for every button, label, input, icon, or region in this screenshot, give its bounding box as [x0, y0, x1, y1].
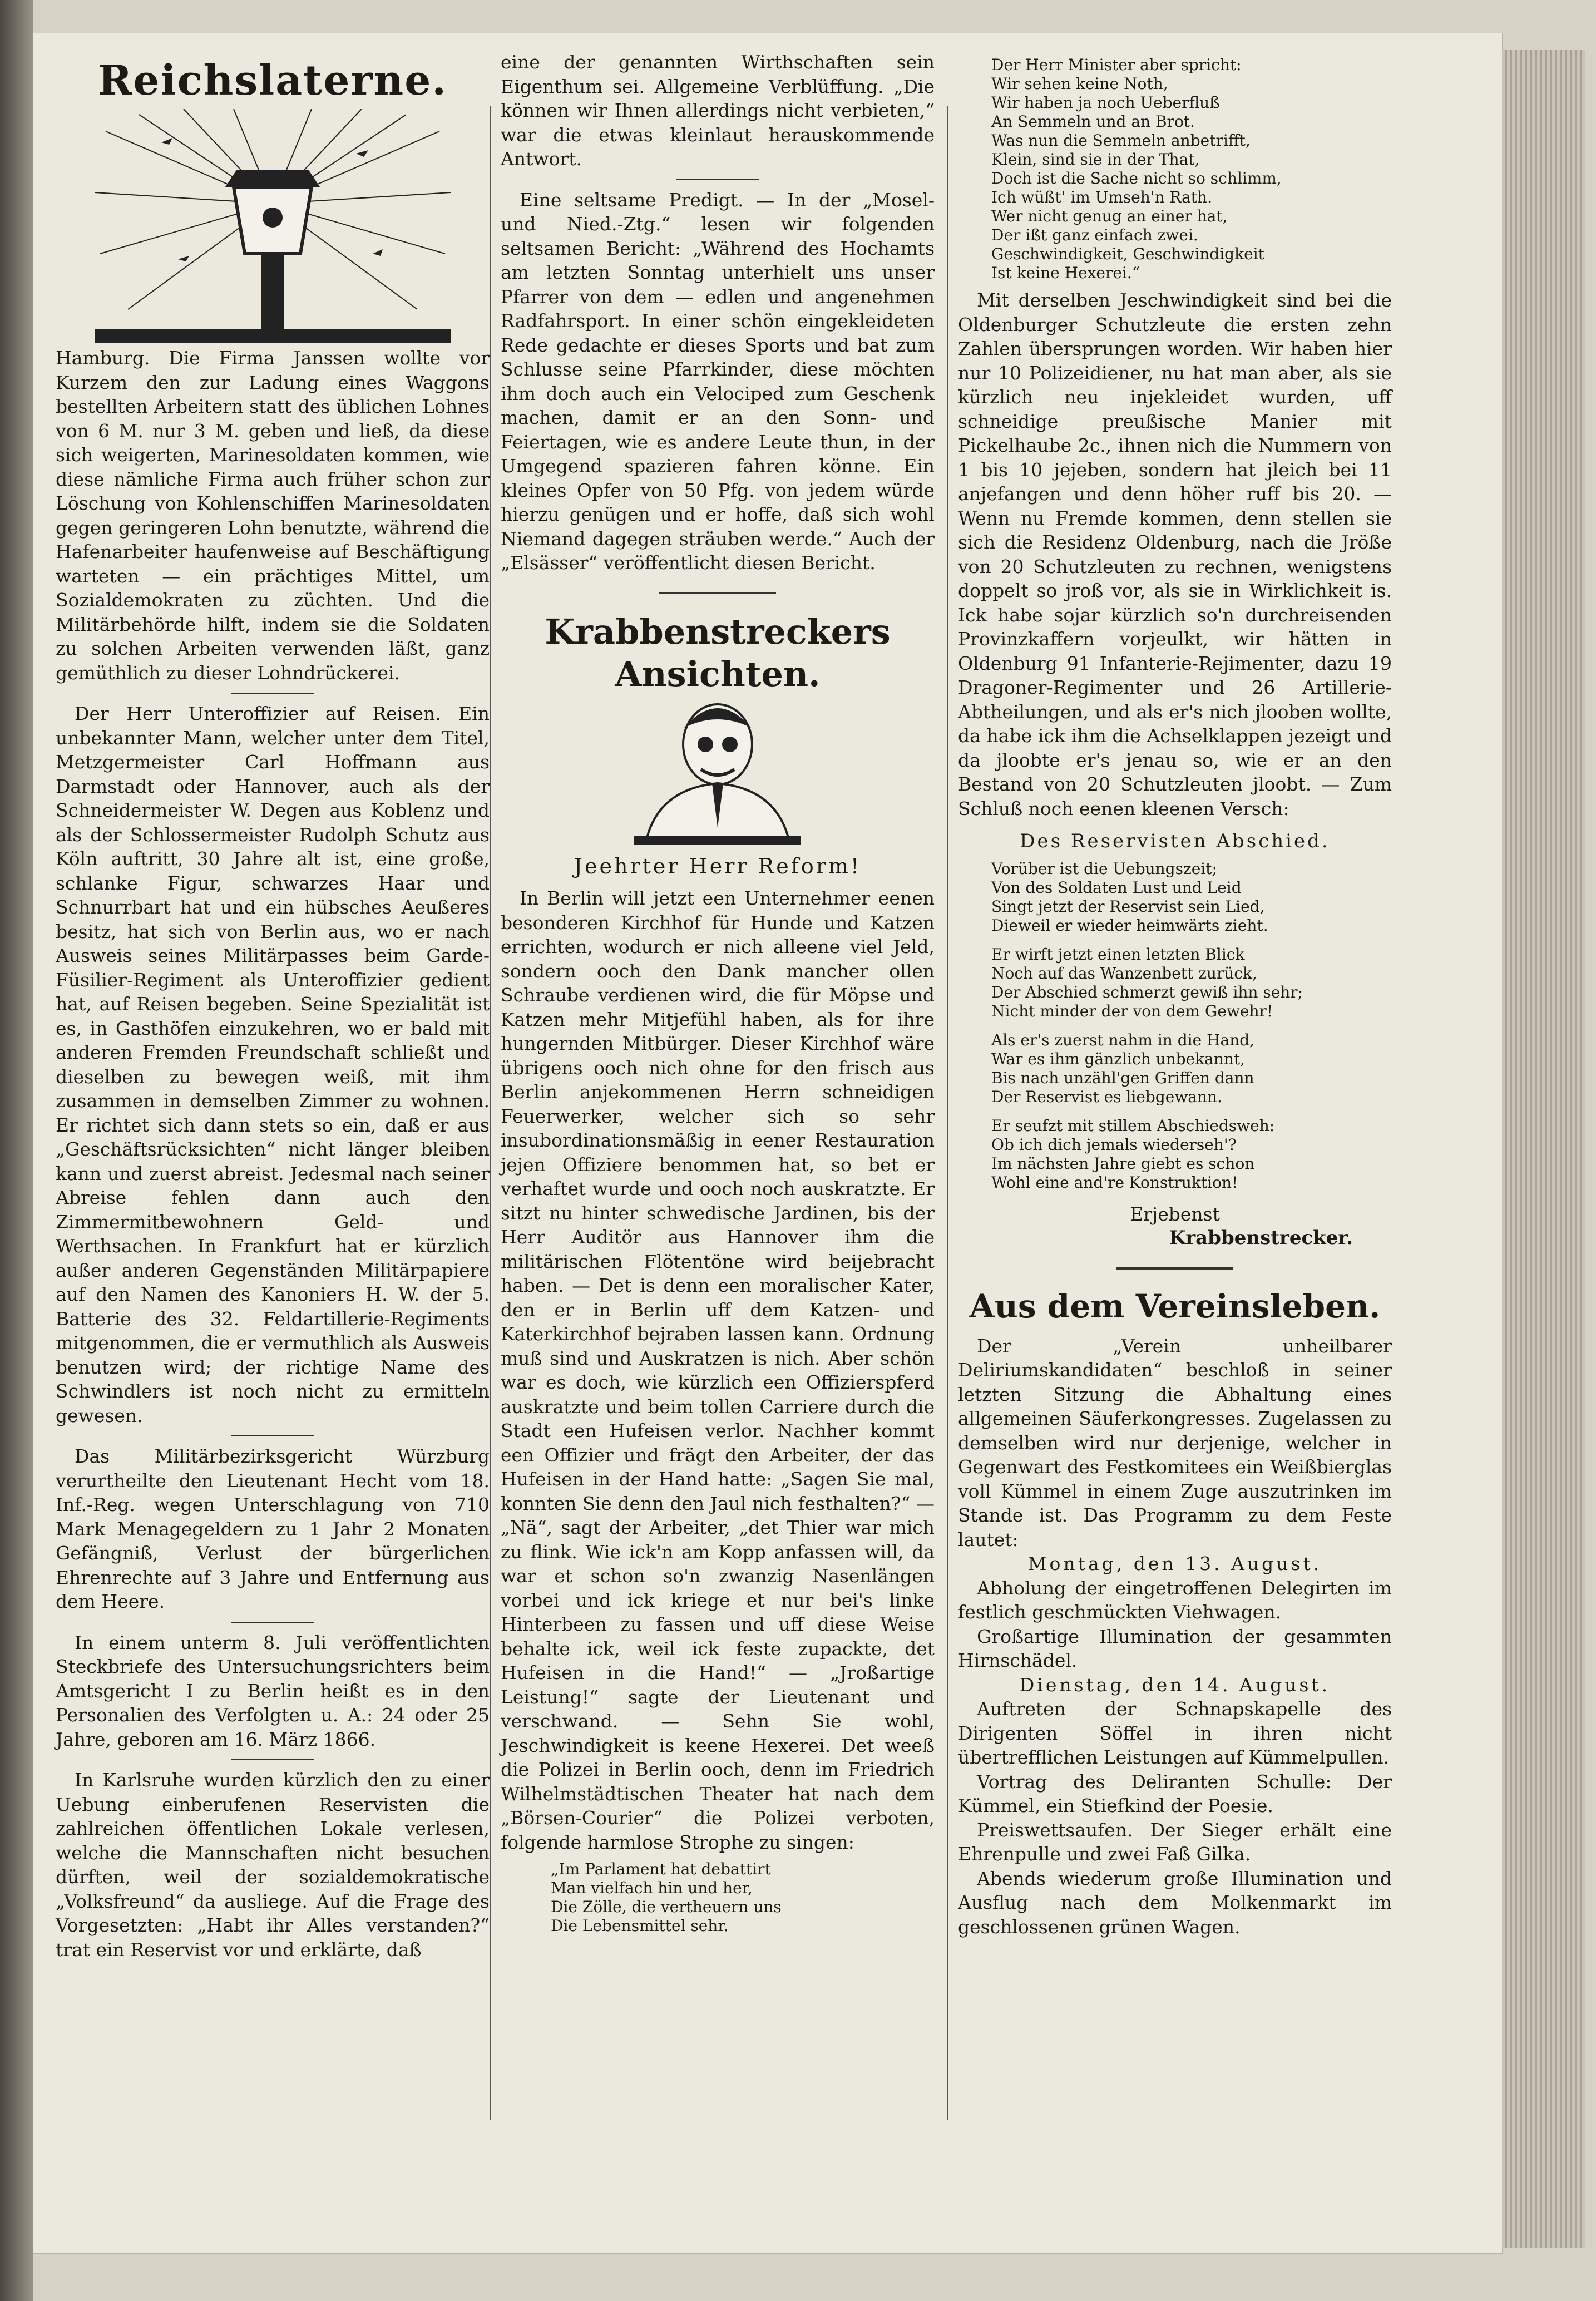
poem-line: Ob ich dich jemals wiederseh'?	[991, 1135, 1237, 1154]
page-edges	[1502, 50, 1585, 2248]
article-karlsruhe-cont: eine der genannten Wirthschaften sein Eigenthum sei. Allgemeine Verblüffung. „Die können wir Ihnen allerdings nicht verbieten,“ war die etwas kleinlaut herauskommende Antwort.	[501, 51, 935, 170]
article-steckbrief: In einem unterm 8. Juli veröffentlichten Steckbriefe des Untersuchungsrichters beim Amtsgericht I zu Berlin heißt es in den Personalien des Verfolgten u. A.: 24 oder 25 Jahre, geboren am 16. März 1866.	[56, 1631, 490, 1750]
poem-line: Wer nicht genug an einer hat,	[991, 207, 1228, 225]
program-item: Preiswettsaufen. Der Sieger erhält eine Ehrenpulle und zwei Faß Gilka.	[958, 1819, 1392, 1865]
column-3	[958, 50, 1392, 1939]
poem-line: Ist keine Hexerei.“	[991, 264, 1140, 282]
divider	[231, 1435, 314, 1436]
poem-line: Der Reservist es liebgewann.	[991, 1087, 1222, 1106]
lantern-illustration	[95, 109, 451, 343]
section-divider	[659, 592, 776, 594]
program-item: Abholung der eingetroffenen Delegirten im festlich geschmückten Viehwagen.	[958, 1577, 1392, 1623]
poem-line: Bis nach unzähl'gen Griffen dann	[991, 1068, 1254, 1087]
program-day-tuesday: Dienstag, den 14. August.	[1019, 1673, 1331, 1696]
poem-line: Wir haben ja noch Ueberfluß	[991, 93, 1220, 112]
section-title-vereinsleben: Aus dem Vereinsleben.	[969, 1287, 1381, 1325]
column-2	[501, 50, 935, 1941]
caricature-illustration	[612, 700, 823, 845]
letter-closing: Erjebenst	[1130, 1203, 1220, 1225]
program-day-monday: Montag, den 13. August.	[1027, 1553, 1322, 1574]
divider	[231, 1622, 314, 1623]
letter-body: In Berlin will jetzt een Unternehmer eenen besonderen Kirchhof für Hunde und Katzen errichten, wodurch er nich alleene viel Jeld, sondern ooch den Dank mancher ollen Schraube verdienen wird, die für Möpse und Katzen mehr Mitjefühl haben, als for ihre hungernden Mitbürger. Dieser Kirchhof wäre übrigens ooch nich ohne for den frisch aus Berlin anjekommenen Herrn schneidigen Feuerwerker, welcher sich so sehr insubordinationsmäßig in eener Restauration jejen Offiziere benommen hat, so bet er verhaftet wurde und ooch noch auskratzte. Er sitzt nu hinter schwedische Jardinen, bis der Herr Auditör aus Hannover ihm die militärischen Flötentöne wird beijebracht haben. — Det is denn een moralischer Kater, den er in Berlin uff dem Katzen- und Katerkirchhof bejraben lassen kann. Ordnung muß sind und Auskratzen is nich. Aber schön war es doch, wie kürzlich een Offizierspferd auskratzte und beim tollen Carriere durch die Stadt een Hufeisen verlor. Nachher kommt een Offizier und frägt den Arbeiter, der das Hufeisen in der Hand hatte: „Sagen Sie mal, konnten Sie denn den Jaul nich festhalten?“ — „Nä“, sagt der Arbeiter, „det Thier war mich zu flink. Wie ick'n am Kopp anfassen will, da war et schon so'n zwanzig Nasenlängen vorbei und ick kriege et nur bei's linke Hinterbeen zu fassen und uff diese Weise behalte ick, weil ick feste zupackte, det Hufeisen in die Hand!“ — „Jroßartige Leistung!“ sagte der Lieutenant und verschwand. — Sehn Sie wohl, Jeschwindigkeit is keene Hexerei. Det weeß die Polizei in Berlin ooch, denn im Friedrich Wilhelmstädtischen Theater hat nach dem „Börsen-Courier“ die Polizei verboten, folgende harmlose Strophe zu singen:	[501, 887, 935, 1853]
program-item: Abends wiederum große Illumination und Ausflug nach dem Molkenmarkt im geschlossenen grünen Wagen.	[958, 1867, 1392, 1938]
poem-line: Die Lebensmittel sehr.	[551, 1917, 729, 1935]
poem-parlament	[551, 1860, 935, 1935]
article-wuerzburg: Das Militärbezirksgericht Würzburg verurtheilte den Lieutenant Hecht vom 18. Inf.-Reg. wegen Unterschlagung von 710 Mark Menagegeldern zu 1 Jahr 2 Monaten Gefängniß, Verlust der bürgerlichen Ehrenrechte auf 3 Jahre und Entfernung aus dem Heere.	[56, 1445, 490, 1612]
article-unteroffizier: Der Herr Unteroffizier auf Reisen. Ein unbekannter Mann, welcher unter dem Titel, Metzgermeister Carl Hoffmann aus Darmstadt oder Hannover, auch als der Schneidermeister W. Degen aus Koblenz und als der Schlossermeister Rudolph Schutz aus Köln auftritt, 30 Jahre alt ist, eine große, schlanke Figur, schwarzes Haar und Schnurrbart hat und ein hübsches Aeußeres besitz, hat sich von Berlin aus, wo er nach Ausweis seines Militärpasses beim Garde-Füsilier-Regiment als Unteroffizier gedient hat, auf Reisen begeben. Seine Spezialität ist es, in Gasthöfen einzukehren, wo er bald mit anderen Fremden Freundschaft schließt und dieselben zu bewegen weiß, mit ihm zusammen in demselben Zimmer zu wohnen. Er richtet sich dann stets so ein, daß er aus „Geschäftsrücksichten“ nicht länger bleiben kann und zuerst abreist. Jedesmal nach seiner Abreise fehlen dann auch den Zimmermitbewohnern Geld- und Werthsachen. In Frankfurt hat er kürzlich außer anderen Gegenständen Militärpapiere auf den Namen des Kanoniers H. W. der 5. Batterie des 32. Feldartillerie-Regiments mitgenommen, die er vermuthlich als Ausweis benutzen wird; der richtige Name des Schwindlers ist noch nicht zu ermitteln gewesen.	[56, 703, 490, 1426]
book-gutter	[0, 0, 33, 2301]
poem-line: Noch auf das Wanzenbett zurück,	[991, 964, 1257, 982]
poem-line: Als er's zuerst nahm in die Hand,	[991, 1030, 1255, 1049]
poem-line: Singt jetzt der Reservist sein Lied,	[991, 897, 1265, 916]
poem-line: Von des Soldaten Lust und Leid	[991, 878, 1242, 897]
poem-stanza	[991, 860, 1392, 935]
poem-line: Klein, sind sie in der That,	[991, 150, 1200, 169]
section-title-reichslaterne: Reichslaterne.	[97, 57, 448, 105]
poem-line: Wohl eine and're Konstruktion!	[991, 1173, 1238, 1192]
article-verein: Der „Verein unheilbarer Deliriumskandidaten“ beschloß in seiner letzten Sitzung die Abhaltung eines allgemeinen Säuferkongresses. Zugelassen zu demselben wird nur derjenige, welcher in Gegenwart des Festkomitees ein Weißbierglas voll Kümmel in einem Zuge auszutrinken im Stande ist. Das Programm zu dem Feste lautet:	[958, 1335, 1392, 1551]
section-title-krabbenstrecker: Krabbenstreckers Ansichten.	[545, 611, 891, 694]
poem-line: Geschwindigkeit, Geschwindigkeit	[991, 245, 1264, 263]
poem-line: „Im Parlament hat debattirt	[551, 1860, 771, 1878]
poem-minister	[991, 56, 1392, 283]
poem-line: Der Abschied schmerzt gewiß ihn sehr;	[991, 982, 1303, 1001]
article-predigt: Eine seltsame Predigt. — In der „Mosel- und Nied.-Ztg.“ lesen wir folgenden seltsamen Bericht: „Während des Hochamts am letzten Sonntag unterhielt uns unser Pfarrer von dem — edlen und angenehmen Radfahrsport. In einer schön eingekleideten Rede gedachte er dieses Sports und bat zum Schlusse seine Pfarrkinder, diese möchten ihm doch auch ein Velociped zum Geschenk machen, damit er an den Sonn- und Feiertagen, wie es andere Leute thun, in der Umgegend spazieren fahren könne. Ein kleines Opfer von 50 Pfg. von jedem würde hierzu genügen und er hoffe, daß sich wohl Niemand dagegen sträuben werde.“ Auch der „Elsässer“ veröffentlicht diesen Bericht.	[501, 189, 935, 574]
poem-line: War es ihm gänzlich unbekannt,	[991, 1049, 1245, 1068]
article-hamburg: Hamburg. Die Firma Janssen wollte vor Kurzem den zur Ladung eines Waggons bestellten Arbeitern statt des üblichen Lohnes von 6 M. nur 3 M. geben und ließ, da diese sich weigerten, Marinesoldaten kommen, wie diese nämliche Firma auch früher schon zur Löschung von Kohlenschiffen Marinesoldaten gegen geringeren Lohn benutzte, während die Hafenarbeiter haufenweise auf Beschäftigung warteten — ein prächtiges Mittel, um Sozialdemokraten zu züchten. Und die Militärbehörde hilft, indem sie die Soldaten zu solchen Arbeiten verwenden läßt, ganz gemüthlich zu dieser Lohndrückerei.	[56, 347, 490, 684]
program-item: Großartige Illumination der gesammten Hirnschädel.	[958, 1625, 1392, 1671]
poem-line: Dieweil er wieder heimwärts zieht.	[991, 916, 1268, 935]
poem-line: Im nächsten Jahre giebt es schon	[991, 1154, 1255, 1173]
divider	[676, 179, 759, 180]
column-1	[56, 50, 490, 1962]
poem-line: Was nun die Semmeln anbetrifft,	[991, 131, 1251, 150]
program-item: Auftreten der Schnapskapelle des Dirigenten Söffel in ihren nicht übertrefflichen Leistungen auf Kümmelpullen.	[958, 1698, 1392, 1768]
column-rule-2	[947, 106, 948, 2120]
letter-salutation: Jeehrter Herr Reform!	[574, 853, 862, 878]
poem-line: Er seufzt mit stillem Abschiedsweh:	[991, 1116, 1275, 1135]
poem-line: Die Zölle, die vertheuern uns	[551, 1898, 782, 1916]
poem-line: Ich wüßt' im Umseh'n Rath.	[991, 188, 1212, 206]
divider	[231, 693, 314, 694]
column-rule-1	[490, 106, 491, 2120]
poem-line: Vorüber ist die Uebungszeit;	[991, 859, 1217, 878]
letter-signature: Krabbenstrecker.	[1169, 1227, 1353, 1249]
letter-body-cont: Mit derselben Jeschwindigkeit sind bei die Oldenburger Schutzleute die ersten zehn Zahlen übersprungen worden. Wir haben hier nur 10 Polizeidiener, nu hat man aber, als sie kürzlich neu injekleidet wurden, uff schneidige preußische Manier mit Pickelhaube 2c., ihnen nich die Nummern von 1 bis 10 jejeben, sondern hat jleich bei 11 anjefangen und denn höher ruff bis 20. — Wenn nu Fremde kommen, denn stellen sie sich die Residenz Oldenburg, nach die Jröße von 20 Schutzleuten zu rechnen, wenigstens doppelt so jroß vor, als sie in Wirklichkeit is. Ick habe sojar kürzlich so'n durchreisenden Provinzkaffern vorjeulkt, wir hätten in Oldenburg 91 Infanterie-Rejimenter, dazu 19 Dragoner-Regimenter und 26 Artillerie-Abtheilungen, und als er's nich jlooben wollte, da habe ick ihm die Achselklappen jezeigt und da jloobte er's jenau so, wie er an den Bestand von 20 Schutzleuten jloobt. — Zum Schluß noch eenen kleenen Versch:	[958, 289, 1392, 819]
poem-line: Der ißt ganz einfach zwei.	[991, 226, 1198, 244]
poem-reservist	[991, 860, 1392, 1192]
poem-stanza	[991, 945, 1392, 1021]
poem-line: Wir sehen keine Noth,	[991, 75, 1168, 93]
section-divider	[1116, 1267, 1233, 1270]
article-karlsruhe: In Karlsruhe wurden kürzlich den zu einer Uebung einberufenen Reservisten die zahlreichen öffentlichen Lokale verlesen, welche die Mannschaften nicht besuchen dürften, weil der sozialdemokratische „Volksfreund“ da ausliege. Auf die Frage des Vorgesetzten: „Habt ihr Alles verstanden?“ trat ein Reservist vor und erklärte, daß	[56, 1769, 490, 1961]
program-item: Vortrag des Deliranten Schulle: Der Kümmel, ein Stiefkind der Poesie.	[958, 1770, 1392, 1816]
poem-line: Er wirft jetzt einen letzten Blick	[991, 945, 1245, 964]
poem-line: Doch ist die Sache nicht so schlimm,	[991, 169, 1282, 187]
poem-line: An Semmeln und an Brot.	[991, 112, 1195, 131]
divider	[231, 1759, 314, 1760]
poem-line: Nicht minder der von dem Gewehr!	[991, 1001, 1273, 1020]
poem-stanza	[991, 1117, 1392, 1192]
poem-stanza	[991, 1031, 1392, 1107]
poem-line: Man vielfach hin und her,	[551, 1879, 753, 1897]
poem-title-reservist: Des Reservisten Abschied.	[1020, 830, 1330, 852]
poem-line: Der Herr Minister aber spricht:	[991, 56, 1242, 74]
